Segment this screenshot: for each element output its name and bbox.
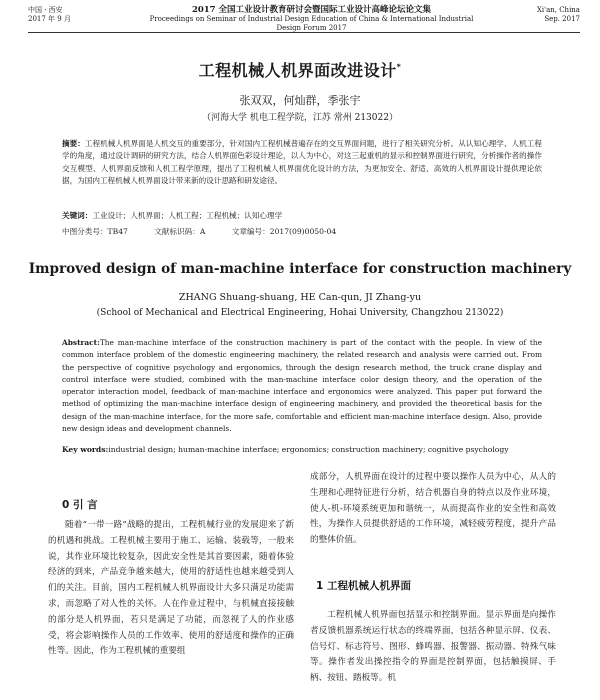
section-0-heading: 0 引 言 — [62, 499, 98, 511]
header-proceedings-en: Proceedings on Seminar of Industrial Design Education of China & International Industrial Design Forum 2017 — [149, 15, 474, 32]
keywords-cn-label: 关键词： — [62, 211, 93, 220]
abstract-cn-text: 工程机械人机界面是人机交互的重要部分，针对国内工程机械普遍存在的交互界面问题，进行了相关研究分析。从认知心理学、人机工程学的角度，通过设计调研的研究方法，结合人机界面色彩设计理论，以人为中心，对这三起重机的显示和控制界面进行研究，分析操作者的操作交互模型、人机界面反馈和人机工程学原理，提出了工程机械人机界面优化设计的方法，为更加安全、舒适、高效的人机界面设计提供理论依据，为国内工程机械人机界面设计带来新的设计思路和研发途径。 — [62, 139, 542, 186]
header-date: 2017 年 9 月 — [28, 15, 71, 23]
keywords-en-label: Key words: — [62, 445, 109, 454]
paper-title-cn — [0, 58, 600, 81]
keywords-en-text: industrial design; human-machine interface; ergonomics; construction machinery; cognitive psychology — [108, 445, 509, 454]
abstract-cn — [62, 138, 542, 188]
section-1-heading: 1 工程机械人机界面 — [316, 580, 411, 592]
abstract-cn-label: 摘要： — [62, 139, 85, 148]
header-location-en: Xi'an, China — [536, 6, 580, 14]
keywords-cn-text: 工业设计；人机界面；人机工程；工程机械；认知心理学 — [92, 211, 283, 220]
header-proceedings-cn: 2017 全国工业设计教育研讨会暨国际工业设计高峰论坛论文集 — [191, 5, 432, 15]
title-footnote-mark: * — [396, 62, 402, 72]
abstract-en-text: The man-machine interface of the construction machinery is part of the contact with the people. In view of the common interface problem of the domestic engineering machinery, the related research and analysis were carried out. From the perspective of cognitive psychology and ergonomics, through the design research method, the truck crane display and control interface were studied, combined with the man-machine interface color design theory, and the operation of the operator interaction model, feedback of man-machine interface and ergonomics were analyzed. This paper put forward the method of optimizing the man-machine interface design of engineering machinery, and provided the theoretical basis for the design of the man-machine interface, for the more safe, comfortable and efficient man-machine interface design. Also, provide new design ideas and development channels. — [62, 338, 542, 434]
authors-cn: 张双双，何灿群，季张宇 — [239, 94, 361, 107]
header-date-en: Sep. 2017 — [544, 15, 580, 23]
right-column-continuation: 成部分，人机界面在设计的过程中要以操作人员为中心，从人的生理和心理特征进行分析，结合机器自身的特点以及作业环境，使人-机-环境系统更加和谐统一，从而提高作业的安全性和高效性，为操作人员提供舒适的工作环境，减轻疲劳程度，提升产品的整体价值。 — [310, 472, 556, 546]
clc-number: 中图分类号：TB47 — [62, 227, 128, 236]
header-right — [520, 6, 580, 24]
abstract-en — [62, 337, 542, 435]
paper-title-en: Improved design of man-machine interface for construction machinery — [28, 261, 572, 277]
header-location: 中国 · 西安 — [28, 6, 63, 14]
section-1-paragraph: 工程机械人机界面包括显示和控制界面。显示界面是向操作者反馈机器系统运行状态的终端界面，包括各种显示屏、仪表、信号灯、标志符号、图形、蜂鸣器、报警器、振动器、特殊气味等。操作者发出操控指令的界面是控制界面，包括触摸屏、手柄、按钮、踏板等。机 — [310, 610, 556, 684]
authors-en: ZHANG Shuang-shuang, HE Can-qun, JI Zhang-yu — [178, 292, 422, 303]
running-header — [28, 6, 580, 33]
paper-title-cn-text: 工程机械人机界面改进设计 — [198, 61, 397, 80]
document-code: 文献标识码：A — [154, 227, 206, 236]
keywords-en — [62, 445, 542, 454]
header-left — [28, 6, 88, 24]
article-number: 文章编号：2017(09)0050-04 — [231, 227, 337, 236]
keywords-cn — [62, 210, 542, 221]
classification-meta — [62, 226, 542, 237]
section-0-paragraph: 随着“一带一路”战略的提出，工程机械行业的发展迎来了新的机遇和挑战。工程机械主要用于施工、运输、装载等，一般来说，其作业环境比较复杂，因此安全性是其首要因素，随着体验经济的到来，产品竞争越来越大，使用的舒适性也越来越受到人们的关注。目前，国内工程机械人机界面设计大多只满足功能需求，而忽略了对人性的关怀。人在作业过程中，与机械直接接触的部分是人机界面，若只是满足了功能，而忽视了人的作业感受，将会影响操作人员的工作效率、使用的舒适度和操作的正确性等。因此，作为工程机械的重要组 — [48, 520, 294, 657]
abstract-en-label: Abstract: — [62, 338, 100, 347]
affiliation-en: (School of Mechanical and Electrical Engineering, Hohai University, Changzhou 213022) — [96, 308, 504, 318]
affiliation-cn: （河海大学 机电工程学院，江苏 常州 213022） — [202, 113, 398, 123]
header-center — [138, 6, 485, 33]
